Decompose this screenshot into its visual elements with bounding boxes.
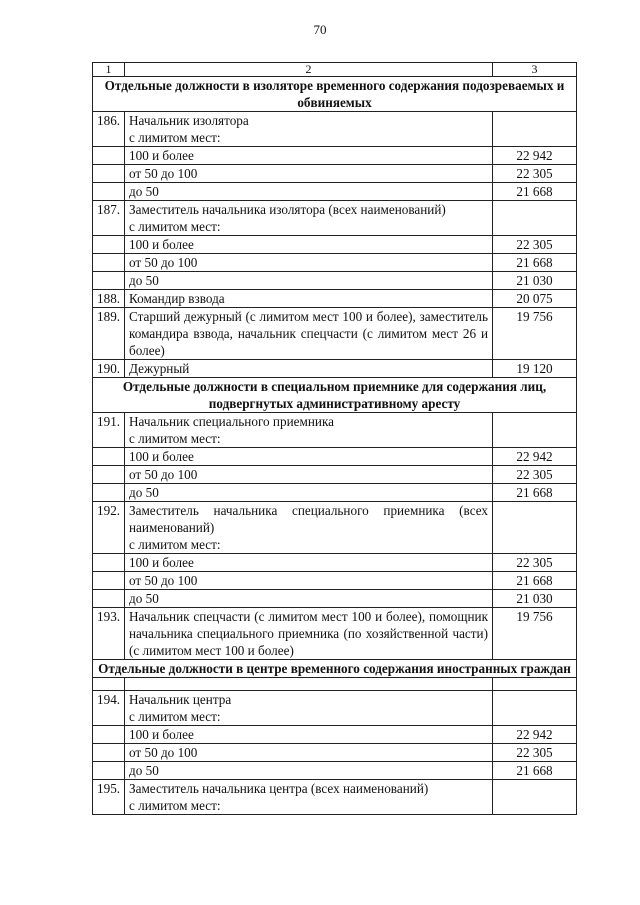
capacity-range: до 50 [125, 272, 493, 290]
capacity-range: от 50 до 100 [125, 254, 493, 272]
row-number: 190. [93, 360, 125, 378]
capacity-range: от 50 до 100 [125, 572, 493, 590]
table-row [93, 201, 577, 236]
row-number-empty [93, 272, 125, 290]
row-number: 188. [93, 290, 125, 308]
subitem-row [93, 165, 577, 183]
subitem-row [93, 448, 577, 466]
capacity-range: 100 и более [125, 554, 493, 572]
row-number: 186. [93, 112, 125, 147]
subitem-row [93, 272, 577, 290]
row-number-empty [93, 744, 125, 762]
section-title: Отдельные должности в изоляторе временного содержания подозреваемых и обвиняемых [93, 77, 577, 112]
table-body [93, 77, 577, 815]
table-row [93, 691, 577, 726]
row-number-empty [93, 554, 125, 572]
salary-value: 22 305 [493, 165, 577, 183]
table-header-row [93, 63, 577, 77]
section-header-row [93, 660, 577, 678]
table-row [93, 780, 577, 815]
subitem-row [93, 147, 577, 165]
row-number-empty [93, 590, 125, 608]
salary-value: 19 756 [493, 308, 577, 360]
position-title: Начальник изолятора с лимитом мест: [125, 112, 493, 147]
row-number-empty [93, 165, 125, 183]
salary-value [493, 502, 577, 554]
salary-value: 22 305 [493, 236, 577, 254]
position-title: Начальник центра с лимитом мест: [125, 691, 493, 726]
section-title: Отдельные должности в центре временного содержания иностранных граждан [93, 660, 577, 678]
subitem-row [93, 183, 577, 201]
blank-row [93, 678, 577, 691]
salary-value: 22 942 [493, 448, 577, 466]
subitem-row [93, 554, 577, 572]
blank-cell-value [493, 678, 577, 691]
salary-value: 21 668 [493, 762, 577, 780]
header-col-3: 3 [493, 63, 577, 77]
salary-value: 22 942 [493, 726, 577, 744]
row-number: 189. [93, 308, 125, 360]
salary-table [92, 62, 577, 815]
salary-value: 21 668 [493, 254, 577, 272]
row-number: 194. [93, 691, 125, 726]
table-row [93, 308, 577, 360]
row-number-empty [93, 236, 125, 254]
subitem-row [93, 466, 577, 484]
capacity-range: до 50 [125, 484, 493, 502]
capacity-range: до 50 [125, 590, 493, 608]
position-title: Заместитель начальника центра (всех наименований) с лимитом мест: [125, 780, 493, 815]
subitem-row [93, 744, 577, 762]
section-header-row [93, 77, 577, 112]
row-number: 191. [93, 413, 125, 448]
capacity-range: от 50 до 100 [125, 165, 493, 183]
subitem-row [93, 762, 577, 780]
capacity-range: от 50 до 100 [125, 466, 493, 484]
row-number-empty [93, 254, 125, 272]
table-row [93, 608, 577, 660]
header-col-2: 2 [125, 63, 493, 77]
row-number: 195. [93, 780, 125, 815]
table-row [93, 502, 577, 554]
position-title: Старший дежурный (с лимитом мест 100 и более), заместитель командира взвода, начальник спецчасти (с лимитом мест 26 и более) [125, 308, 493, 360]
salary-value: 21 668 [493, 183, 577, 201]
row-number-empty [93, 448, 125, 466]
table-row [93, 360, 577, 378]
salary-value: 19 756 [493, 608, 577, 660]
salary-value [493, 112, 577, 147]
row-number-empty [93, 726, 125, 744]
header-col-1: 1 [93, 63, 125, 77]
salary-value [493, 413, 577, 448]
table-row [93, 112, 577, 147]
position-title: Начальник спецчасти (с лимитом мест 100 и более), помощник начальника специального приемника (по хозяйственной части) (с лимитом мест 100 и более) [125, 608, 493, 660]
table-row [93, 290, 577, 308]
blank-cell-text [125, 678, 493, 691]
capacity-range: 100 и более [125, 236, 493, 254]
position-title: Заместитель начальника изолятора (всех наименований) с лимитом мест: [125, 201, 493, 236]
row-number-empty [93, 762, 125, 780]
salary-value [493, 691, 577, 726]
page-number: 70 [313, 22, 327, 37]
position-title: Начальник специального приемника с лимитом мест: [125, 413, 493, 448]
subitem-row [93, 590, 577, 608]
blank-cell-num [93, 678, 125, 691]
row-number: 187. [93, 201, 125, 236]
row-number-empty [93, 484, 125, 502]
row-number-empty [93, 466, 125, 484]
capacity-range: от 50 до 100 [125, 744, 493, 762]
capacity-range: 100 и более [125, 726, 493, 744]
row-number: 192. [93, 502, 125, 554]
subitem-row [93, 254, 577, 272]
section-title: Отдельные должности в специальном приемнике для содержания лиц, подвергнутых административному аресту [93, 378, 577, 413]
salary-value: 21 668 [493, 484, 577, 502]
salary-value: 21 030 [493, 590, 577, 608]
salary-value [493, 201, 577, 236]
subitem-row [93, 484, 577, 502]
subitem-row [93, 236, 577, 254]
subitem-row [93, 726, 577, 744]
capacity-range: до 50 [125, 762, 493, 780]
row-number: 193. [93, 608, 125, 660]
section-header-row [93, 378, 577, 413]
row-number-empty [93, 147, 125, 165]
position-title: Командир взвода [125, 290, 493, 308]
capacity-range: 100 и более [125, 448, 493, 466]
salary-value: 19 120 [493, 360, 577, 378]
row-number-empty [93, 183, 125, 201]
position-title: Заместитель начальника специального приемника (всех наименований) с лимитом мест: [125, 502, 493, 554]
salary-value: 20 075 [493, 290, 577, 308]
table-row [93, 413, 577, 448]
salary-value: 22 305 [493, 744, 577, 762]
subitem-row [93, 572, 577, 590]
salary-value: 22 305 [493, 554, 577, 572]
capacity-range: 100 и более [125, 147, 493, 165]
position-title: Дежурный [125, 360, 493, 378]
salary-value: 21 668 [493, 572, 577, 590]
salary-value: 21 030 [493, 272, 577, 290]
row-number-empty [93, 572, 125, 590]
salary-value: 22 942 [493, 147, 577, 165]
salary-value: 22 305 [493, 466, 577, 484]
capacity-range: до 50 [125, 183, 493, 201]
salary-value [493, 780, 577, 815]
